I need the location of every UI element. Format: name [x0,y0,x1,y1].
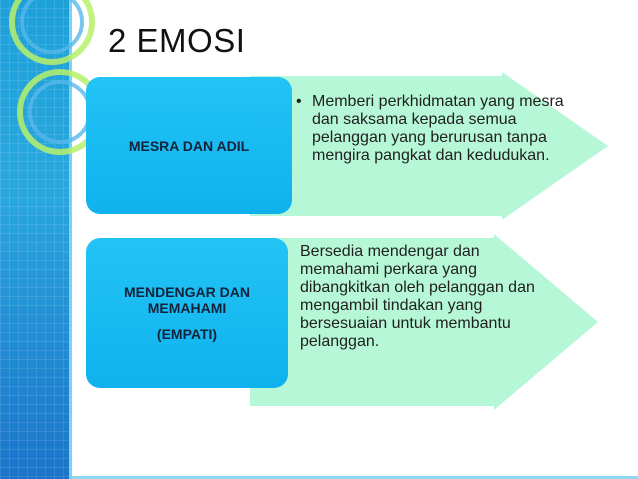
label-mendengar-memahami: MENDENGAR DAN MEMAHAMI [124,284,250,316]
label-mesra-adil: MESRA DAN ADIL [128,137,250,154]
ring-mid-inner [30,82,90,142]
ring-top-inner [22,0,82,52]
bullet-icon: • [296,93,302,110]
label-box-mesra-adil [86,77,292,214]
bullet-row [296,93,566,165]
description-mendengar-memahami: Bersedia mendengar dan memahami perkara yang dibangkitkan oleh pelanggan dan mengambil tindakan yang bersesuaian untuk membantu pelanggan. [300,243,535,350]
arrow-text-2 [300,243,550,351]
slide-title: 2 EMOSI [108,22,246,59]
label-box-mendengar-memahami [86,238,288,388]
arrow-text-1 [296,93,566,165]
description-mesra-adil: Memberi perkhidmatan yang mesra dan saksama kepada semua pelanggan yang berurusan tanpa mengira pangkat dan kedudukan. [312,93,564,164]
label-empati: (EMPATI) [156,326,218,342]
